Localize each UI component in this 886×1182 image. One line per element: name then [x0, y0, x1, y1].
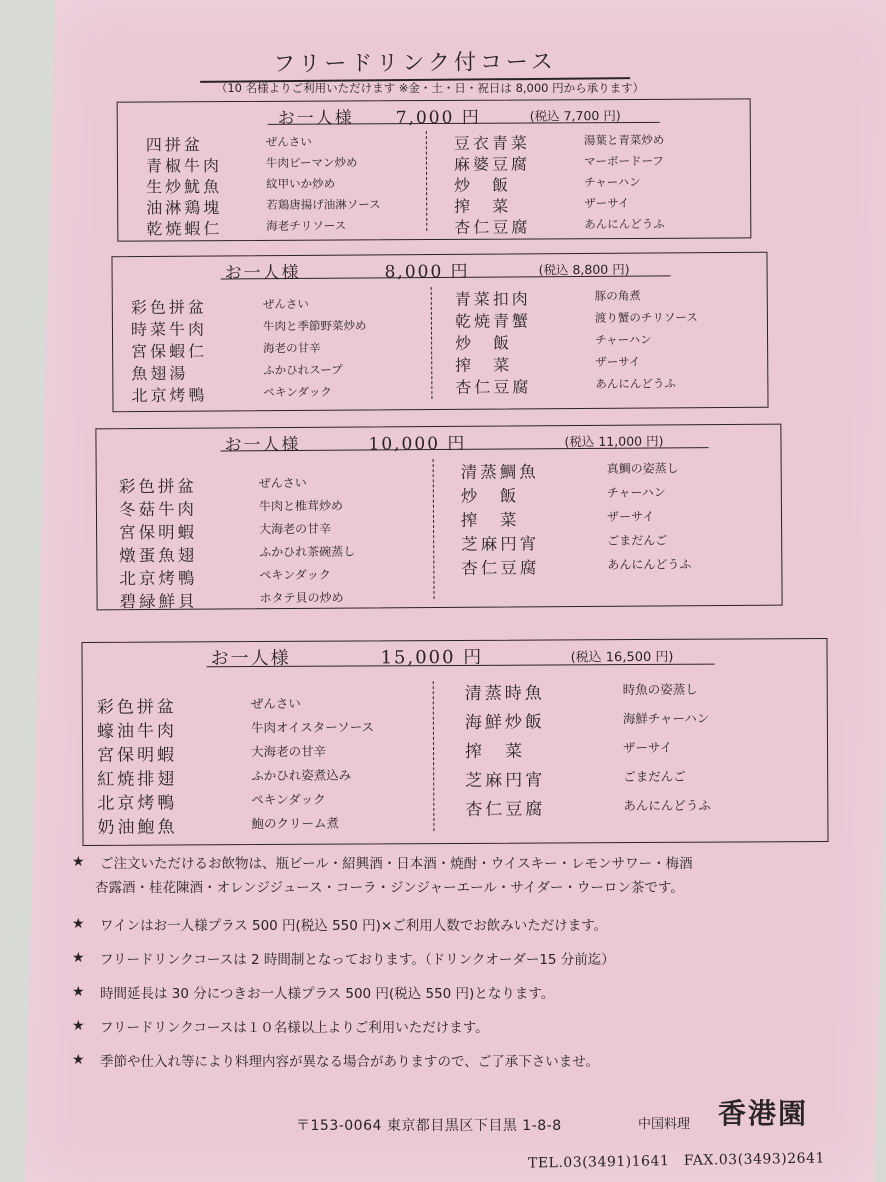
dish-chinese-name: 炒 飯: [454, 175, 512, 195]
dish-item: [119, 494, 439, 519]
note-item: [60, 948, 850, 982]
dish-column-left: [97, 691, 438, 837]
course-header: [118, 101, 750, 129]
restaurant-phone-fax: TEL.03(3491)1641 FAX.03(3493)2641: [527, 1150, 825, 1172]
dish-item: [454, 171, 744, 194]
dish-item: [131, 381, 431, 405]
dish-chinese-name: 芝麻円宵: [461, 534, 540, 554]
dish-chinese-name: 杏仁豆腐: [455, 377, 532, 397]
dish-japanese-name: ふかひれ姿煮込み: [251, 767, 352, 784]
dish-column-right: [461, 457, 772, 579]
dish-item: [119, 540, 439, 565]
dish-japanese-name: あんにんどうふ: [607, 557, 692, 572]
dish-item: [146, 194, 436, 217]
course-box-10000: [95, 424, 782, 611]
dish-chinese-name: 宮保明蝦: [97, 745, 178, 766]
note-text: フリードリンクコースは 2 時間制となっております。（ドリンクオーダー15 分前迄）: [100, 952, 615, 968]
dish-japanese-name: チャーハン: [595, 332, 652, 347]
dish-japanese-name: ザーサイ: [622, 739, 673, 756]
dish-item: [455, 351, 755, 375]
dish-japanese-name: ザーサイ: [606, 509, 655, 524]
course-per-person: お一人様: [210, 647, 291, 670]
dish-item: [97, 811, 437, 837]
dish-item: [454, 129, 744, 152]
dish-item: [454, 150, 744, 173]
note-item: [60, 1050, 850, 1084]
dish-japanese-name: ぜんさい: [258, 475, 307, 491]
dish-chinese-name: 麻婆豆腐: [453, 154, 531, 174]
dish-item: [455, 307, 755, 331]
star-icon: ★: [72, 916, 85, 932]
dish-japanese-name: 渡り蟹のチリソース: [594, 310, 698, 325]
star-icon: ★: [72, 854, 85, 870]
dish-item: [461, 457, 771, 483]
dish-japanese-name: チャーハン: [606, 485, 666, 500]
dish-japanese-name: 牛肉と椎茸炒め: [258, 498, 343, 514]
star-icon: ★: [72, 1018, 85, 1034]
dish-japanese-name: ホタテ貝の炒め: [259, 590, 344, 606]
dish-item: [146, 173, 436, 196]
dish-japanese-name: 牛肉と季節野菜炒め: [262, 318, 367, 334]
page-subtitle: （10 名様よりご利用いただけます ※金・土・日・祝日は 8,000 円から承ります）: [215, 81, 645, 95]
course-price-tax: (税込 16,500 円): [570, 649, 674, 666]
dish-item: [97, 691, 437, 717]
dish-item: [97, 739, 437, 765]
dish-item: [131, 337, 431, 361]
dish-chinese-name: 杏仁豆腐: [465, 799, 546, 820]
dish-item: [131, 315, 431, 339]
course-price: 7,000 円: [395, 107, 481, 129]
dish-chinese-name: 搾 菜: [460, 510, 520, 530]
course-box-8000: [111, 252, 768, 413]
dish-column-left: [131, 293, 432, 405]
dish-chinese-name: 青椒牛肉: [145, 156, 223, 176]
dish-japanese-name: ペキンダック: [251, 791, 326, 808]
dish-japanese-name: 鮑のクリーム煮: [251, 815, 339, 832]
dish-japanese-name: 真鯛の姿蒸し: [606, 461, 679, 476]
dish-chinese-name: 清蒸時魚: [464, 683, 545, 704]
dish-japanese-name: 海鮮チャーハン: [622, 710, 710, 727]
dish-japanese-name: ペキンダック: [259, 567, 331, 583]
dish-japanese-name: ザーサイ: [584, 195, 630, 211]
course-price: 8,000 円: [384, 261, 470, 283]
course-per-person: お一人様: [224, 262, 301, 284]
dish-item: [146, 131, 436, 154]
dish-column-right: [465, 677, 816, 824]
course-per-person: お一人様: [224, 434, 301, 456]
course-box-7000: [117, 98, 752, 241]
dish-item: [461, 505, 771, 531]
dish-japanese-name: 時魚の姿蒸し: [622, 681, 698, 698]
dish-japanese-name: マーボードーフ: [583, 153, 664, 169]
dish-chinese-name: 彩色拼盆: [118, 476, 197, 497]
note-item: [60, 1016, 850, 1050]
restaurant-name: 香港園: [718, 1097, 809, 1130]
dish-chinese-name: 炒 飯: [455, 333, 513, 353]
dish-item: [465, 677, 815, 708]
dish-japanese-name: ふかひれスープ: [263, 362, 343, 378]
course-header: [82, 641, 826, 670]
dish-item: [465, 764, 815, 795]
dish-chinese-name: 豆衣青菜: [453, 133, 530, 153]
dish-japanese-name: 海老チリソース: [266, 218, 347, 233]
dish-japanese-name: 牛肉ピーマン炒め: [265, 155, 358, 170]
dish-item: [465, 793, 815, 824]
dish-column-left: [146, 131, 437, 238]
dish-column-right: [455, 285, 756, 397]
dish-item: [454, 213, 744, 236]
dish-chinese-name: 北京烤鴨: [119, 568, 198, 589]
dish-chinese-name: 清蒸鯛魚: [460, 462, 539, 482]
dish-chinese-name: 搾 菜: [464, 741, 526, 762]
course-header: [112, 255, 766, 282]
dish-chinese-name: 搾 菜: [454, 196, 512, 216]
dish-japanese-name: 海老の甘辛: [263, 340, 321, 356]
note-text: フリードリンクコースは１０名様以上よりご利用いただけます。: [100, 1020, 489, 1036]
note-text: ワインはお一人様プラス 500 円(税込 550 円)×ご利用人数でお飲みいただけます。: [100, 918, 608, 934]
dish-item: [461, 553, 771, 579]
dish-item: [146, 152, 436, 175]
dish-chinese-name: 搾 菜: [455, 355, 513, 375]
dish-item: [461, 481, 771, 507]
dish-japanese-name: ふかひれ茶碗蒸し: [259, 544, 356, 560]
dish-chinese-name: 北京烤鴨: [97, 793, 178, 814]
dish-japanese-name: ザーサイ: [595, 354, 641, 369]
page-title: フリードリンク付コース: [200, 44, 630, 83]
dish-japanese-name: あんにんどうふ: [595, 376, 676, 391]
course-price: 15,000 円: [380, 646, 484, 669]
note-text: ご注文いただけるお飲物は、瓶ビール・紹興酒・日本酒・焼酎・ウイスキー・レモンサワー・梅酒: [100, 856, 693, 872]
dish-japanese-name: あんにんどうふ: [584, 216, 665, 232]
dish-item: [119, 517, 439, 542]
column-divider: [431, 287, 433, 399]
dish-item: [455, 373, 755, 397]
dish-item: [131, 293, 431, 317]
dish-japanese-name: 若鶏唐揚げ油淋ソース: [266, 197, 381, 212]
dish-item: [97, 763, 437, 789]
dish-chinese-name: 芝麻円宵: [465, 770, 546, 791]
dish-chinese-name: 時菜牛肉: [130, 319, 208, 340]
dish-item: [465, 706, 815, 737]
restaurant-address: 〒153-0064 東京都目黒区下目黒 1-8-8: [296, 1118, 562, 1134]
dish-item: [455, 329, 755, 353]
note-item: [60, 852, 850, 914]
dish-chinese-name: 奶油鮑魚: [97, 817, 178, 838]
course-header: [96, 427, 780, 454]
dish-japanese-name: 牛肉オイスターソース: [250, 719, 375, 736]
star-icon: ★: [72, 984, 85, 1000]
dish-japanese-name: チャーハン: [584, 174, 641, 190]
course-price-tax: (税込 8,800 円): [538, 261, 630, 278]
dish-japanese-name: ペキンダック: [263, 384, 332, 400]
dish-japanese-name: 大海老の甘辛: [251, 743, 327, 760]
dish-chinese-name: 北京烤鴨: [131, 385, 208, 406]
dish-chinese-name: 彩色拼盆: [96, 697, 177, 718]
star-icon: ★: [72, 1052, 85, 1068]
dish-chinese-name: 紅焼排翅: [97, 769, 178, 790]
dish-item: [454, 192, 744, 215]
dish-item: [97, 787, 437, 813]
dish-chinese-name: 炒 飯: [460, 486, 520, 506]
dish-chinese-name: 杏仁豆腐: [454, 217, 531, 237]
dish-japanese-name: ぜんさい: [265, 134, 312, 149]
dish-item: [119, 563, 439, 588]
dish-chinese-name: 冬菇牛肉: [118, 499, 198, 520]
dish-item: [455, 285, 755, 309]
dish-chinese-name: 宮保蝦仁: [131, 341, 208, 362]
dish-chinese-name: 乾焼青蟹: [454, 311, 532, 331]
dish-chinese-name: 燉蛋魚翅: [119, 545, 198, 566]
restaurant-category: 中国料理: [638, 1117, 691, 1132]
dish-column-right: [454, 129, 745, 236]
dish-japanese-name: ごまだんご: [623, 768, 686, 785]
dish-japanese-name: 湯葉と青菜炒め: [583, 132, 665, 148]
note-item: [60, 914, 850, 948]
dish-chinese-name: 魚翅湯: [131, 363, 189, 384]
dish-chinese-name: 蠔油牛肉: [96, 721, 177, 742]
note-text-continuation: 杏露酒・桂花陳酒・オレンジジュース・コーラ・ジンジャーエール・サイダー・ウーロン茶です。: [95, 880, 684, 896]
star-icon: ★: [72, 950, 85, 966]
dish-item: [119, 471, 439, 496]
note-text: 季節や仕入れ等により料理内容が異なる場合がありますので、ご了承下さいませ。: [100, 1054, 599, 1070]
dish-japanese-name: あんにんどうふ: [623, 797, 711, 814]
dish-item: [465, 735, 815, 766]
dish-chinese-name: 四拼盆: [145, 135, 203, 155]
dish-chinese-name: 碧緑鮮貝: [119, 591, 198, 612]
dish-japanese-name: ぜんさい: [250, 695, 301, 712]
dish-chinese-name: 青菜扣肉: [454, 289, 531, 309]
course-price: 10,000 円: [368, 433, 467, 455]
course-per-person: お一人様: [277, 108, 354, 129]
course-box-15000: [81, 638, 828, 846]
notes-section: [60, 852, 850, 1084]
dish-item: [146, 215, 436, 238]
dish-chinese-name: 油淋鶏塊: [146, 198, 223, 218]
dish-item: [461, 529, 771, 555]
dish-chinese-name: 杏仁豆腐: [461, 558, 540, 578]
dish-japanese-name: 紋甲いか炒め: [266, 176, 336, 191]
dish-chinese-name: 宮保明蝦: [119, 522, 198, 543]
note-item: [60, 982, 850, 1016]
dish-chinese-name: 海鮮炒飯: [464, 712, 545, 733]
dish-item: [131, 359, 431, 383]
dish-chinese-name: 生炒魷魚: [146, 177, 223, 197]
course-price-tax: (税込 11,000 円): [564, 433, 664, 450]
course-price-tax: (税込 7,700 円): [529, 108, 621, 124]
dish-japanese-name: ぜんさい: [262, 296, 309, 312]
dish-column-left: [119, 471, 440, 611]
dish-item: [119, 586, 439, 611]
dish-japanese-name: 豚の角煮: [594, 288, 641, 303]
note-text: 時間延長は 30 分につきお一人様プラス 500 円(税込 550 円)となります。: [100, 986, 555, 1002]
dish-japanese-name: ごまだんご: [607, 533, 668, 548]
dish-chinese-name: 彩色拼盆: [130, 297, 207, 318]
dish-japanese-name: 大海老の甘辛: [259, 521, 332, 537]
dish-chinese-name: 乾焼蝦仁: [146, 219, 223, 239]
dish-item: [97, 715, 437, 741]
